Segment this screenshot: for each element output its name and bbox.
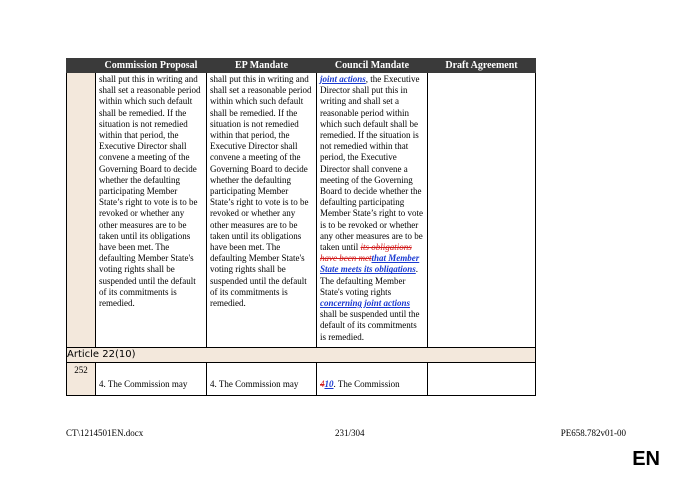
header-council-mandate: Council Mandate bbox=[317, 59, 428, 73]
section-label: Article 22(10) bbox=[67, 347, 536, 362]
footer-page-number: 231/304 bbox=[335, 428, 365, 438]
council-text-part: shall be suspended until the default of its commitments is remedied. bbox=[320, 309, 420, 342]
footer-reference: PE658.782v01-00 bbox=[560, 428, 626, 438]
commission-cell bbox=[96, 362, 207, 395]
ep-text: shall put this in writing and shall set a reasonable period within which such default shall be remedied. If the situation is not remedied within that period, the Executive Director shall convene a meeting of the Governing Board to decide whether the defaulting participating Member State’s right to vote is to be revoked or whether any other measures are to be taken until its obligations have been met. The defaulting Member State's voting rights shall be suspended until the default of its commitments is remedied. bbox=[210, 74, 312, 309]
commission-cell bbox=[96, 73, 207, 348]
council-text-part: . The Commission bbox=[333, 378, 400, 389]
council-text-part: . The defaulting Member State's voting rights bbox=[320, 264, 419, 297]
council-text-part: , the Executive Director shall put this in writing and shall set a reasonable period within which such default shall be remedied. If the situation is not remedied within that period, the Executive Director shall convene a meeting of the Governing Board to decide whether the defaulting participating Member State’s right to vote is to be revoked or whether any other measures are to be taken until bbox=[320, 74, 423, 253]
draft-text bbox=[428, 363, 535, 379]
language-code: EN bbox=[632, 448, 660, 470]
deleted-text: its obligations have been met bbox=[320, 242, 412, 264]
inserted-text: concerning joint actions bbox=[320, 298, 411, 309]
council-text bbox=[317, 363, 427, 389]
draft-text bbox=[428, 73, 535, 78]
table-row bbox=[67, 362, 536, 395]
header-number bbox=[67, 59, 96, 73]
ep-cell bbox=[207, 362, 317, 395]
header-draft-agreement: Draft Agreement bbox=[428, 59, 536, 73]
draft-cell bbox=[428, 362, 536, 395]
header-commission-proposal: Commission Proposal bbox=[96, 59, 207, 73]
inserted-text: that Member State meets its obligations bbox=[320, 253, 420, 275]
table-row bbox=[67, 73, 536, 348]
inserted-text: joint actions bbox=[320, 74, 366, 84]
inserted-text: 10 bbox=[324, 378, 334, 389]
ep-text: 4. The Commission may bbox=[210, 378, 299, 389]
council-cell bbox=[317, 73, 428, 348]
table-header-row bbox=[67, 59, 536, 73]
council-cell bbox=[317, 362, 428, 395]
header-ep-mandate: EP Mandate bbox=[207, 59, 317, 73]
council-text bbox=[320, 74, 424, 343]
ep-cell bbox=[207, 73, 317, 348]
deleted-text: 4 bbox=[320, 378, 325, 389]
comparison-table bbox=[66, 58, 536, 396]
row-number: 252 bbox=[67, 362, 96, 395]
commission-text: 4. The Commission may bbox=[99, 378, 188, 389]
section-row bbox=[67, 347, 536, 362]
commission-text: shall put this in writing and shall set a reasonable period within which such default shall be remedied. If the situation is not remedied within that period, the Executive Director shall convene a meeting of the Governing Board to decide whether the defaulting participating Member State’s right to vote is to be revoked or whether any other measures are to be taken until its obligations have been met. The defaulting Member State's voting rights shall be suspended until the default of its commitments is remedied. bbox=[99, 74, 201, 309]
draft-cell bbox=[428, 73, 536, 348]
footer-doc-id: CT\1214501EN.docx bbox=[66, 428, 144, 438]
row-number bbox=[67, 73, 96, 348]
